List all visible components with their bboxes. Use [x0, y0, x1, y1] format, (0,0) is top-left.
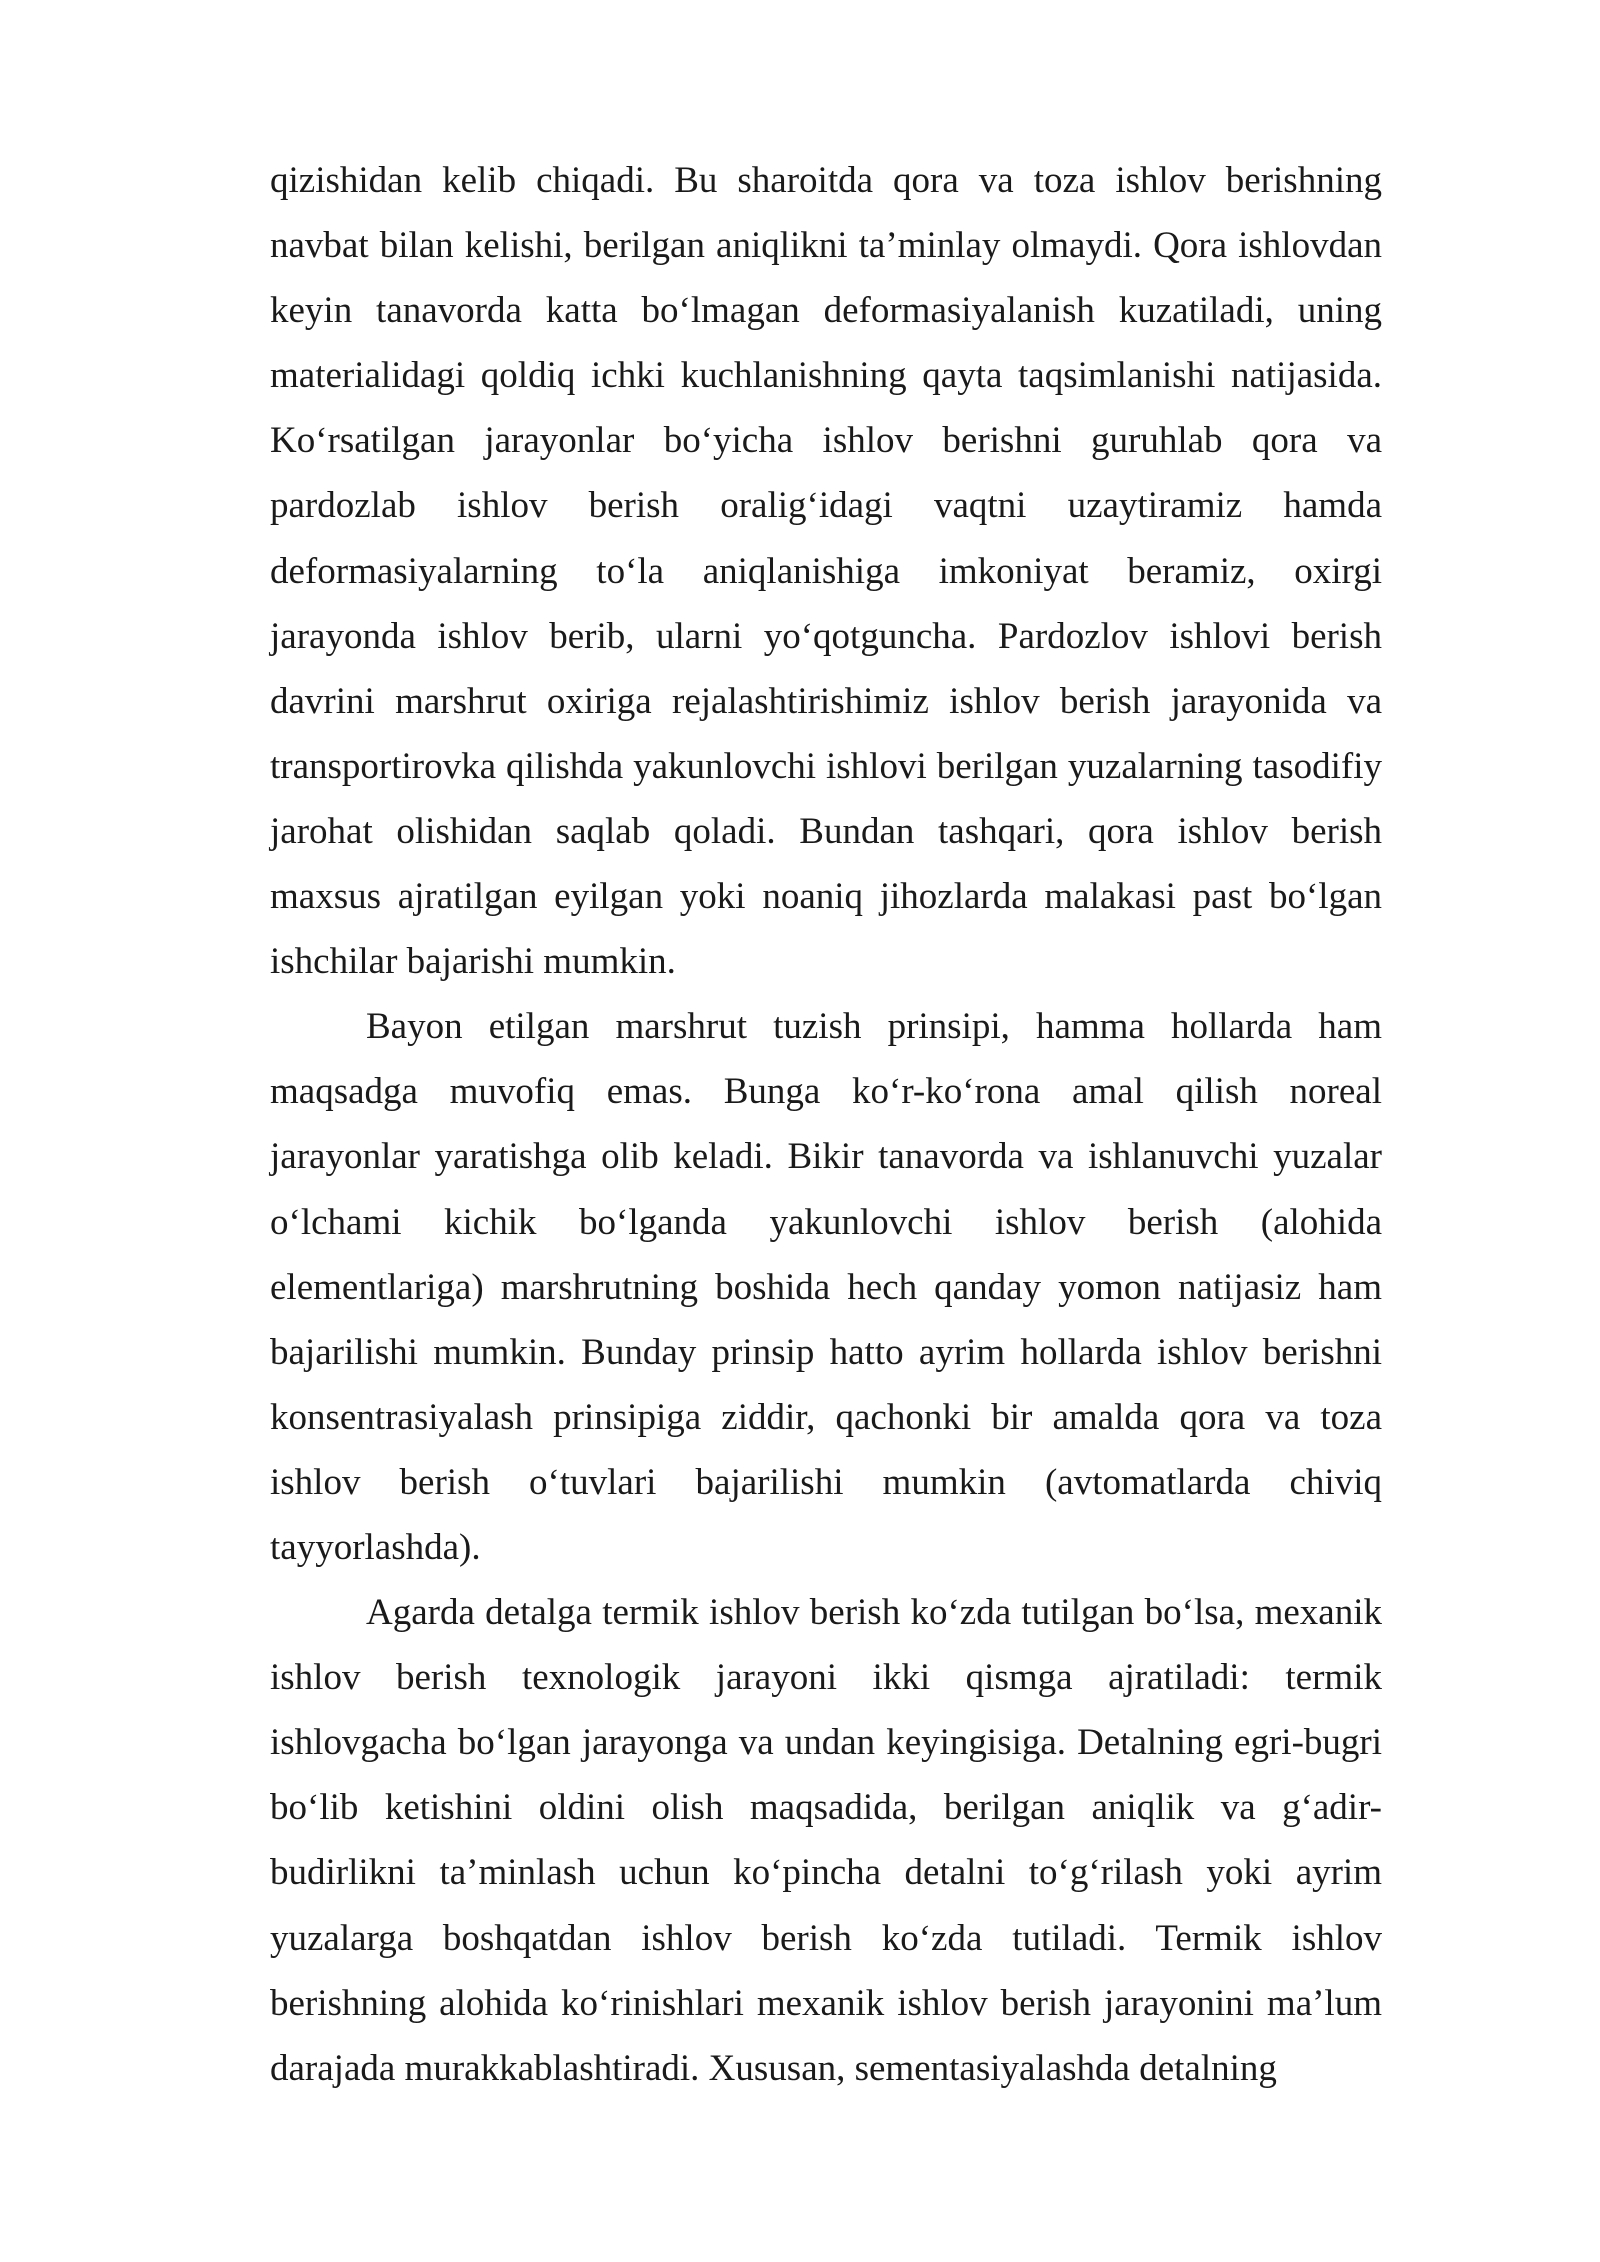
paragraph-3: Agarda detalga termik ishlov berish ko‘zda tutilgan bo‘lsa, mexanik ishlov berish texnologik jarayoni ikki qismga ajratiladi: termik ishlovgacha bo‘lgan jarayonga va undan keyingisiga. Detalning egri-bugri bo‘lib ketishini oldini olish maqsadida, berilgan aniqlik va g‘adir-budirlikni ta’minlash uchun ko‘pincha detalni to‘g‘rilash yoki ayrim yuzalarga boshqatdan ishlov berish ko‘zda tutiladi. Termik ishlov berishning alohida ko‘rinishlari mexanik ishlov berish jarayonini ma’lum darajada murakkablashtiradi. Xususan, sementasiyalashda detalning	[270, 1592, 1382, 2089]
body-text	[270, 148, 1382, 2101]
paragraph-2: Bayon etilgan marshrut tuzish prinsipi, hamma hollarda ham maqsadga muvofiq emas. Bunga ko‘r-ko‘rona amal qilish noreal jarayonlar yaratishga olib keladi. Bikir tanavorda va ishlanuvchi yuzalar o‘lchami kichik bo‘lganda yakunlovchi ishlov berish (alohida elementlariga) marshrutning boshida hech qanday yomon natijasiz ham bajarilishi mumkin. Bunday prinsip hatto ayrim hollarda ishlov berishni konsentrasiyalash prinsipiga ziddir, qachonki bir amalda qora va toza ishlov berish o‘tuvlari bajarilishi mumkin (avtomatlarda chiviq tayyorlashda).	[270, 1006, 1382, 1568]
paragraph-1: qizishidan kelib chiqadi. Bu sharoitda qora va toza ishlov berishning navbat bilan kelishi, berilgan aniqlikni ta’minlay olmaydi. Qora ishlovdan keyin tanavorda katta bo‘lmagan deformasiyalanish kuzatiladi, uning materialidagi qoldiq ichki kuchlanishning qayta taqsimlanishi natijasida. Ko‘rsatilgan jarayonlar bo‘yicha ishlov berishni guruhlab qora va pardozlab ishlov berish oralig‘idagi vaqtni uzaytiramiz hamda deformasiyalarning to‘la aniqlanishiga imkoniyat beramiz, oxirgi jarayonda ishlov berib, ularni yo‘qotguncha. Pardozlov ishlovi berish davrini marshrut oxiriga rejalashtirishimiz ishlov berish jarayonida va transportirovka qilishda yakunlovchi ishlovi berilgan yuzalarning tasodifiy jarohat olishidan saqlab qoladi. Bundan tashqari, qora ishlov berish maxsus ajratilgan eyilgan yoki noaniq jihozlarda malakasi past bo‘lgan ishchilar bajarishi mumkin.	[270, 160, 1382, 983]
